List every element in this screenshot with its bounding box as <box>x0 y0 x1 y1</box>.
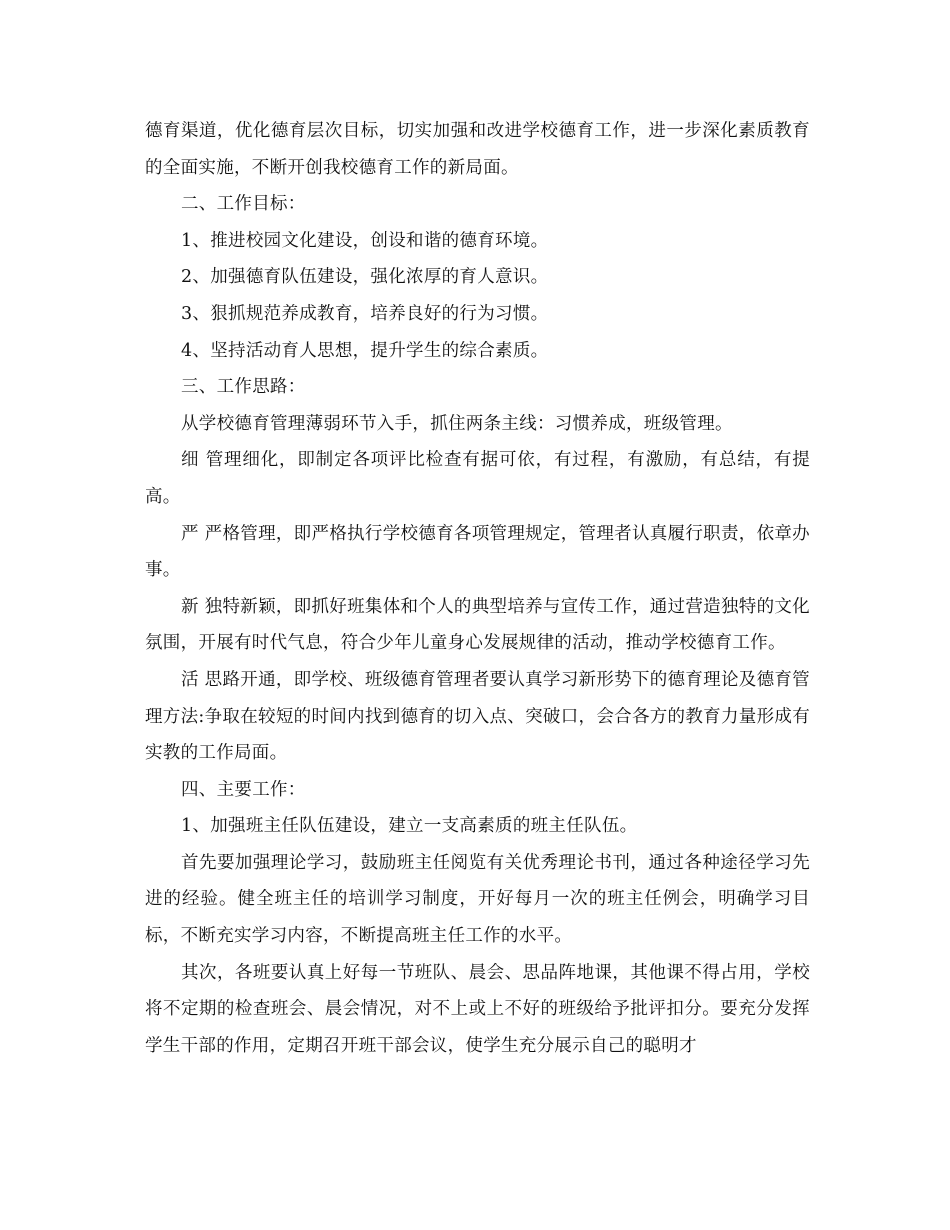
goal-item-3: 3、狠抓规范养成教育，培养良好的行为习惯。 <box>181 303 549 324</box>
approach-active: 活 思路开通，即学校、班级德育管理者要认真学习新形势下的德育理论及德育管理方法:争取在较短的时间内找到德育的切入点、突破口，会合各方的教育力量形成有实教的工作局面。 <box>145 669 810 764</box>
approach-main-lines: 从学校德育管理薄弱环节入手，抓住两条主线：习惯养成，班级管理。 <box>181 413 733 434</box>
heading-main-work: 四、主要工作： <box>181 779 306 800</box>
approach-strict: 严 严格管理，即严格执行学校德育各项管理规定，管理者认真履行职责，依章办事。 <box>145 523 810 581</box>
goal-item-1: 1、推进校园文化建设，创设和谐的德育环境。 <box>181 230 549 251</box>
heading-work-goals: 二、工作目标： <box>181 194 306 215</box>
paragraph-first: 首先要加强理论学习，鼓励班主任阅览有关优秀理论书刊，通过各种途径学习先进的经验。健全班主任的培训学习制度，开好每月一次的班主任例会，明确学习目标，不断充实学习内容，不断提高班主任工作的水平。 <box>145 852 810 947</box>
goal-item-2: 2、加强德育队伍建设，强化浓厚的育人意识。 <box>181 267 549 288</box>
paragraph-intro-continued: 德育渠道，优化德育层次目标，切实加强和改进学校德育工作，进一步深化素质教育的全面实施，不断开创我校德育工作的新局面。 <box>145 121 810 178</box>
paragraph-second: 其次，各班要认真上好每一节班队、晨会、思品阵地课，其他课不得占用，学校将不定期的检查班会、晨会情况，对不上或上不好的班级给予批评扣分。要充分发挥学生干部的作用，定期召开班干部会议，使学生充分展示自己的聪明才 <box>145 962 810 1056</box>
document-body <box>145 113 810 1064</box>
main-work-item-1: 1、加强班主任队伍建设，建立一支高素质的班主任队伍。 <box>181 816 638 837</box>
goal-item-4: 4、坚持活动育人思想，提升学生的综合素质。 <box>181 340 549 361</box>
approach-new: 新 独特新颖，即抓好班集体和个人的典型培养与宣传工作，通过营造独特的文化氛围，开展有时代气息，符合少年儿童身心发展规律的活动，推动学校德育工作。 <box>145 596 810 654</box>
approach-detail: 细 管理细化，即制定各项评比检查有据可依，有过程，有激励，有总结，有提高。 <box>145 450 810 507</box>
heading-work-approach: 三、工作思路： <box>181 377 306 398</box>
